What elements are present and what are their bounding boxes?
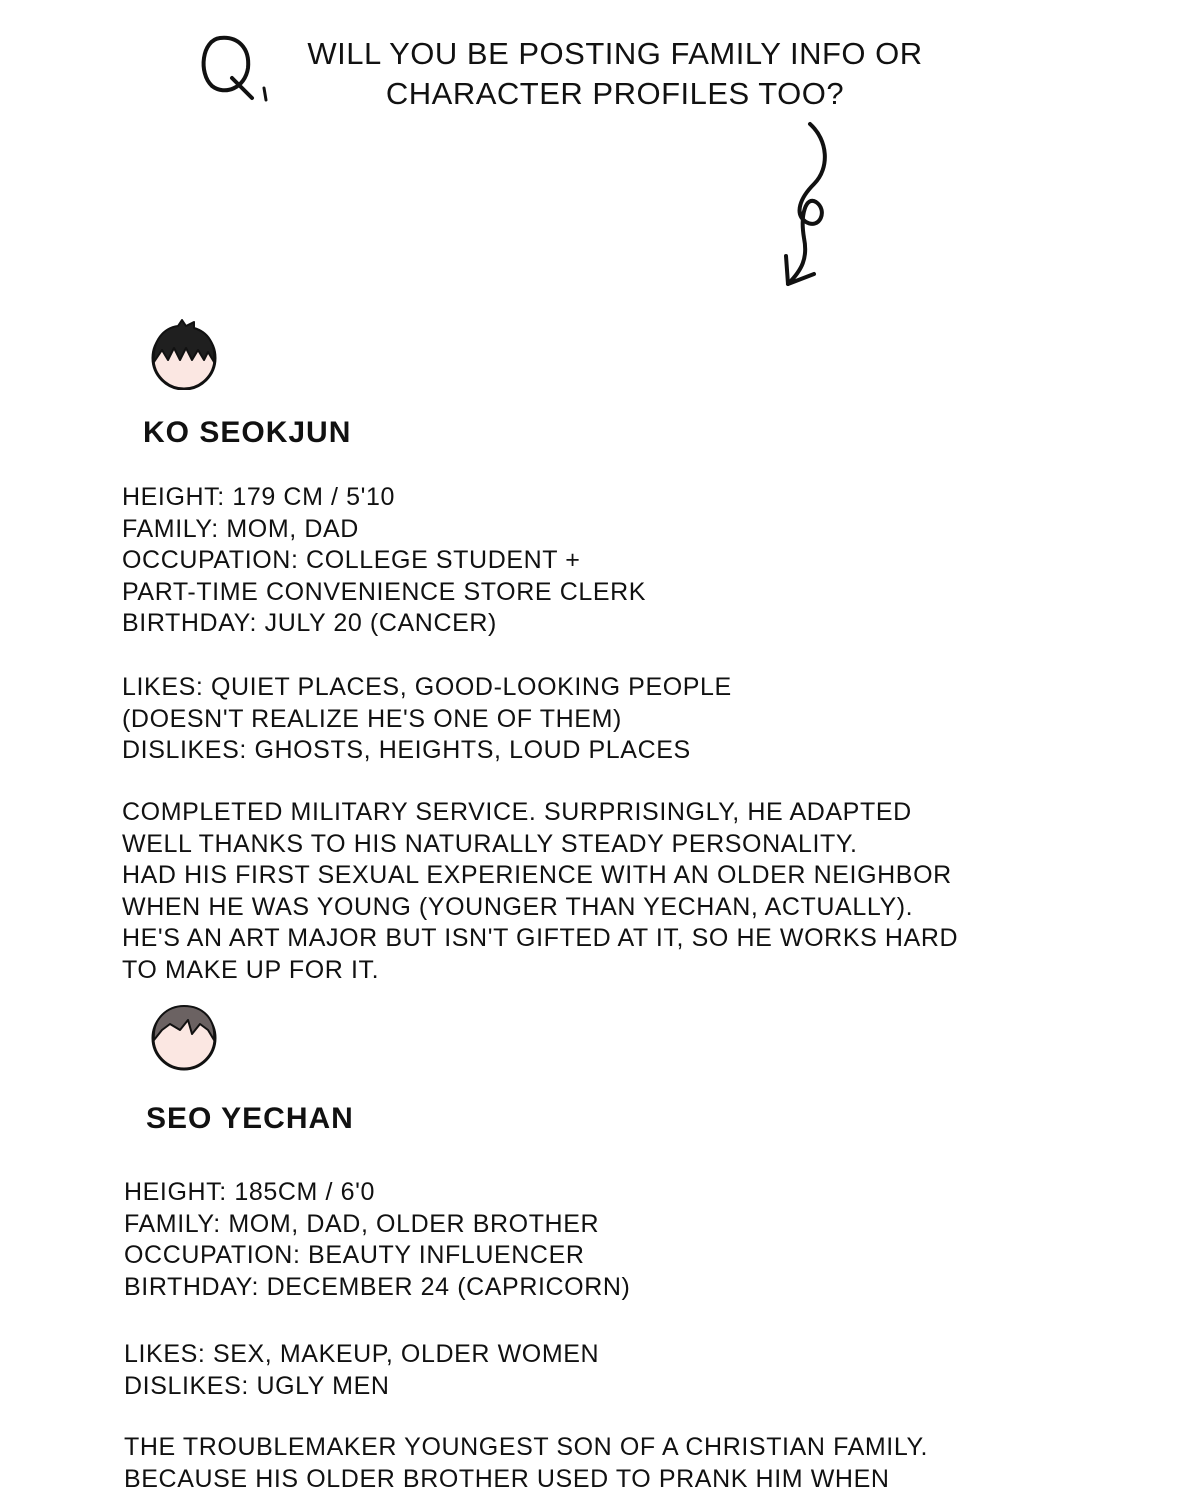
description-line: COMPLETED MILITARY SERVICE. SURPRISINGLY, HE ADAPTED — [122, 798, 912, 826]
fact-line: BIRTHDAY: JULY 20 (CANCER) — [122, 609, 497, 638]
question-line-2: CHARACTER PROFILES TOO? — [385, 76, 845, 111]
fact-line: FAMILY: MOM, DAD, OLDER BROTHER — [124, 1209, 600, 1238]
fact-line: HEIGHT: 179 CM / 5'10 — [122, 483, 396, 511]
description-line: HAD HIS FIRST SEXUAL EXPERIENCE WITH AN OLDER NEIGHBOR — [122, 861, 952, 890]
question-line-1: WILL YOU BE POSTING FAMILY INFO OR — [307, 36, 923, 71]
character-name: KO SEOKJUN — [143, 416, 352, 449]
likes-line: LIKES: QUIET PLACES, GOOD-LOOKING PEOPLE — [122, 673, 732, 701]
squiggle-arrow-icon — [770, 118, 850, 298]
description-line: BECAUSE HIS OLDER BROTHER USED TO PRANK HIM WHEN — [124, 1464, 890, 1493]
fact-line: OCCUPATION: COLLEGE STUDENT + — [122, 546, 581, 575]
description-line: THE TROUBLEMAKER YOUNGEST SON OF A CHRISTIAN FAMILY. — [124, 1433, 929, 1461]
description-line: WELL THANKS TO HIS NATURALLY STEADY PERSONALITY. — [122, 829, 858, 858]
q-mark-icon — [190, 18, 280, 108]
likes-line: (DOESN'T REALIZE HE'S ONE OF THEM) — [122, 704, 622, 733]
fact-line: HEIGHT: 185CM / 6'0 — [124, 1178, 375, 1206]
description-line: TO MAKE UP FOR IT. — [122, 955, 380, 984]
brown-hair-face-icon — [148, 1000, 220, 1072]
dark-hair-face-icon — [148, 318, 220, 390]
character-description — [122, 797, 958, 987]
character-facts — [124, 1177, 630, 1303]
fact-line: FAMILY: MOM, DAD — [122, 514, 359, 543]
description-line: WHEN HE WAS YOUNG (YOUNGER THAN YECHAN, ACTUALLY). — [122, 892, 914, 921]
likes-line: LIKES: SEX, MAKEUP, OLDER WOMEN — [124, 1340, 600, 1368]
question-text — [290, 34, 940, 114]
character-likes — [124, 1339, 599, 1402]
fact-line: OCCUPATION: BEAUTY INFLUENCER — [124, 1241, 585, 1270]
likes-line: DISLIKES: GHOSTS, HEIGHTS, LOUD PLACES — [122, 736, 691, 765]
likes-line: DISLIKES: UGLY MEN — [124, 1371, 390, 1400]
description-line: HE'S AN ART MAJOR BUT ISN'T GIFTED AT IT, SO HE WORKS HARD — [122, 924, 959, 953]
character-description — [124, 1432, 928, 1495]
character-name: SEO YECHAN — [146, 1102, 354, 1135]
fact-line: PART-TIME CONVENIENCE STORE CLERK — [122, 577, 647, 606]
character-facts — [122, 482, 646, 640]
fact-line: BIRTHDAY: DECEMBER 24 (CAPRICORN) — [124, 1272, 631, 1301]
character-likes — [122, 672, 732, 767]
